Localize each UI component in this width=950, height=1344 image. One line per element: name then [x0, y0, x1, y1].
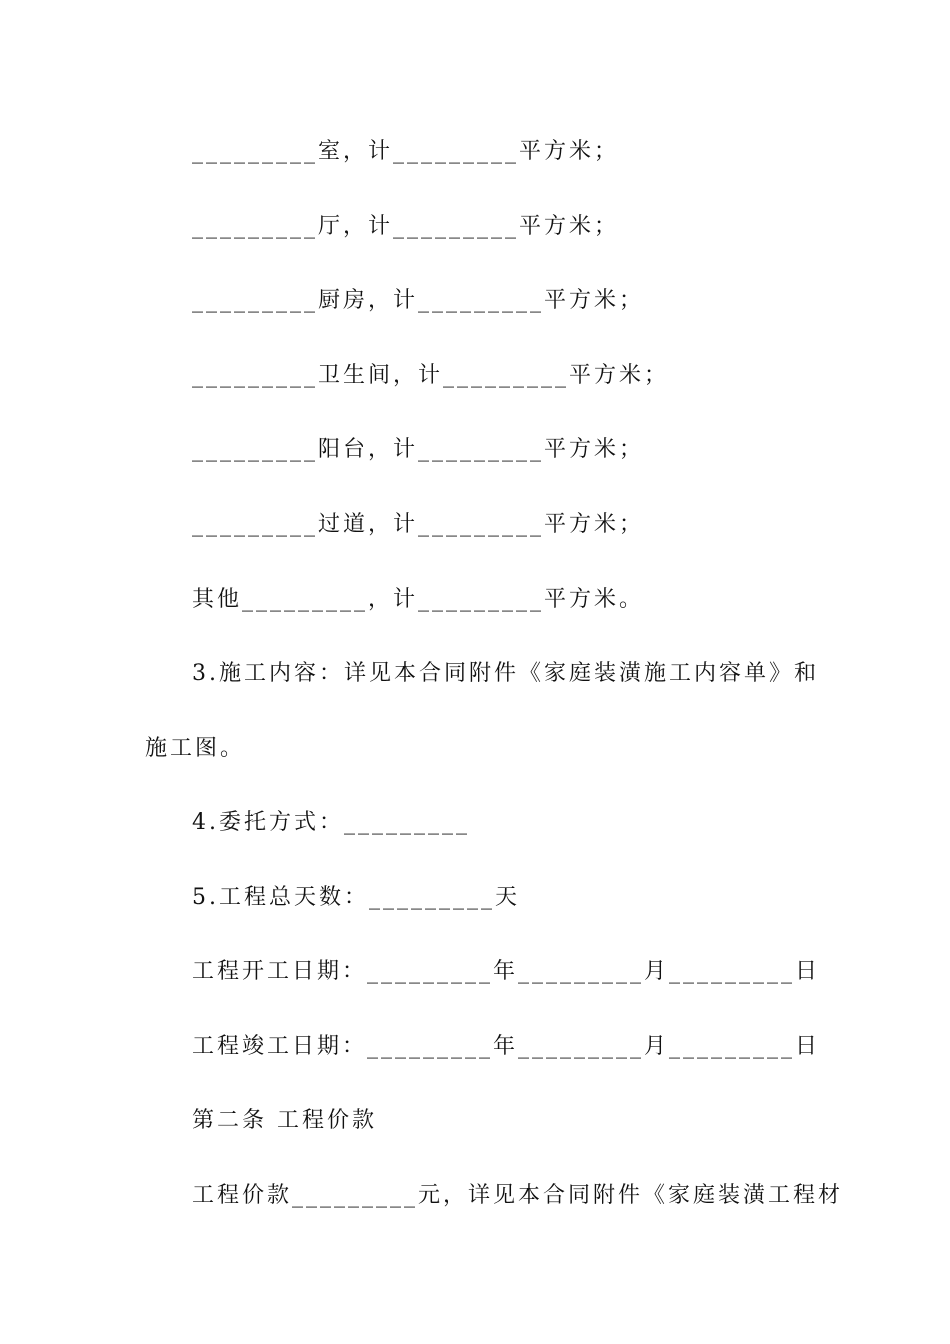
bathroom-area-line: _________卫生间，计_________平方米； [192, 363, 670, 388]
article-two-heading: 第二条 工程价款 [192, 1108, 377, 1133]
kitchen-area-line: _________厨房，计_________平方米； [192, 288, 645, 313]
commission-method-clause: 4.委托方式：_________ [192, 810, 470, 835]
completion-date-line: 工程竣工日期：_________年_________月_________日 [192, 1034, 821, 1059]
other-area-line: 其他_________，计_________平方米。 [192, 587, 645, 612]
hall-area-line: _________厅，计_________平方米； [192, 214, 620, 239]
construction-content-clause: 3.施工内容：详见本合同附件《家庭装潢施工内容单》和 [192, 661, 819, 686]
room-area-line: _________室，计_________平方米； [192, 139, 620, 164]
balcony-area-line: _________阳台，计_________平方米； [192, 437, 645, 462]
start-date-line: 工程开工日期：_________年_________月_________日 [192, 959, 821, 984]
project-price-clause: 工程价款_________元，详见本合同附件《家庭装潢工程材 [192, 1183, 844, 1208]
construction-content-continuation: 施工图。 [145, 736, 246, 761]
corridor-area-line: _________过道，计_________平方米； [192, 512, 645, 537]
total-days-clause: 5.工程总天数：_________天 [192, 885, 520, 910]
